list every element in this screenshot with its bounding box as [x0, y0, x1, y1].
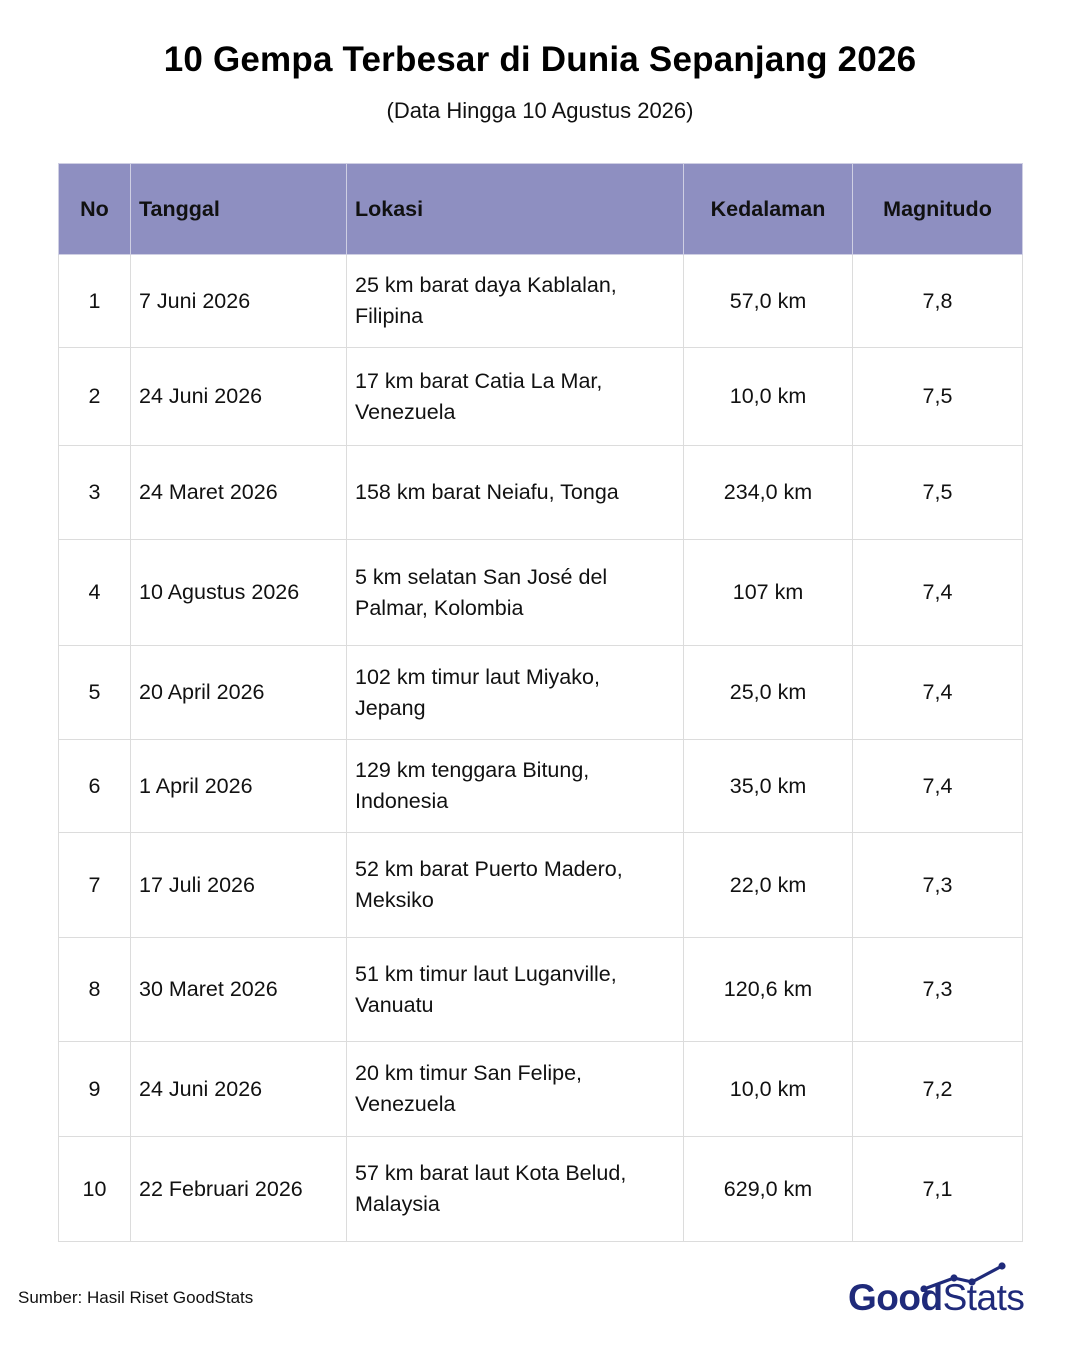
- cell-date: 17 Juli 2026: [131, 833, 347, 938]
- cell-depth: 22,0 km: [684, 833, 853, 938]
- cell-location: 57 km barat laut Kota Belud, Malaysia: [347, 1137, 684, 1242]
- cell-date: 24 Maret 2026: [131, 446, 347, 540]
- cell-magnitude: 7,4: [853, 540, 1023, 646]
- logo-text-good: Good: [848, 1277, 943, 1318]
- cell-location: 52 km barat Puerto Madero, Meksiko: [347, 833, 684, 938]
- cell-no: 3: [59, 446, 131, 540]
- cell-no: 6: [59, 740, 131, 833]
- cell-no: 8: [59, 938, 131, 1042]
- column-header-magnitudo: Magnitudo: [853, 164, 1023, 255]
- cell-magnitude: 7,4: [853, 740, 1023, 833]
- earthquake-table: [58, 163, 1023, 1242]
- logo-text-stats: Stats: [942, 1277, 1025, 1318]
- cell-location: 129 km tenggara Bitung, Indonesia: [347, 740, 684, 833]
- column-header-lokasi: Lokasi: [347, 164, 684, 255]
- column-header-kedalaman: Kedalaman: [684, 164, 853, 255]
- cell-magnitude: 7,2: [853, 1042, 1023, 1137]
- cell-depth: 35,0 km: [684, 740, 853, 833]
- cell-date: 20 April 2026: [131, 646, 347, 740]
- table-header-row: [59, 164, 1023, 255]
- cell-date: 1 April 2026: [131, 740, 347, 833]
- cell-no: 4: [59, 540, 131, 646]
- column-header-tanggal: Tanggal: [131, 164, 347, 255]
- cell-location: 158 km barat Neiafu, Tonga: [347, 446, 684, 540]
- cell-magnitude: 7,5: [853, 348, 1023, 446]
- cell-depth: 629,0 km: [684, 1137, 853, 1242]
- cell-location: 17 km barat Catia La Mar, Venezuela: [347, 348, 684, 446]
- cell-date: 10 Agustus 2026: [131, 540, 347, 646]
- cell-magnitude: 7,4: [853, 646, 1023, 740]
- page-title: 10 Gempa Terbesar di Dunia Sepanjang 2026: [163, 40, 917, 79]
- cell-no: 10: [59, 1137, 131, 1242]
- logo-wordmark: [848, 1276, 1024, 1320]
- cell-magnitude: 7,5: [853, 446, 1023, 540]
- cell-date: 22 Februari 2026: [131, 1137, 347, 1242]
- table-row: [59, 348, 1023, 446]
- table-row: [59, 938, 1023, 1042]
- table-row: [59, 255, 1023, 348]
- source-note: Sumber: Hasil Riset GoodStats: [18, 1288, 254, 1307]
- cell-depth: 10,0 km: [684, 1042, 853, 1137]
- table-row: [59, 540, 1023, 646]
- cell-location: 25 km barat daya Kablalan, Filipina: [347, 255, 684, 348]
- cell-magnitude: 7,3: [853, 938, 1023, 1042]
- column-header-no: No: [59, 164, 131, 255]
- cell-magnitude: 7,1: [853, 1137, 1023, 1242]
- table-row: [59, 740, 1023, 833]
- cell-depth: 107 km: [684, 540, 853, 646]
- cell-date: 24 Juni 2026: [131, 348, 347, 446]
- table-row: [59, 1137, 1023, 1242]
- cell-no: 9: [59, 1042, 131, 1137]
- cell-no: 7: [59, 833, 131, 938]
- cell-magnitude: 7,8: [853, 255, 1023, 348]
- cell-no: 5: [59, 646, 131, 740]
- cell-depth: 120,6 km: [684, 938, 853, 1042]
- cell-magnitude: 7,3: [853, 833, 1023, 938]
- cell-no: 2: [59, 348, 131, 446]
- table-row: [59, 646, 1023, 740]
- cell-date: 7 Juni 2026: [131, 255, 347, 348]
- cell-depth: 234,0 km: [684, 446, 853, 540]
- cell-location: 102 km timur laut Miyako, Jepang: [347, 646, 684, 740]
- goodstats-logo: [848, 1262, 1048, 1322]
- cell-location: 51 km timur laut Luganville, Vanuatu: [347, 938, 684, 1042]
- table-row: [59, 446, 1023, 540]
- cell-date: 30 Maret 2026: [131, 938, 347, 1042]
- table-row: [59, 833, 1023, 938]
- cell-location: 5 km selatan San José del Palmar, Kolombia: [347, 540, 684, 646]
- page-subtitle: (Data Hingga 10 Agustus 2026): [386, 98, 694, 123]
- cell-date: 24 Juni 2026: [131, 1042, 347, 1137]
- table-row: [59, 1042, 1023, 1137]
- cell-depth: 25,0 km: [684, 646, 853, 740]
- cell-no: 1: [59, 255, 131, 348]
- cell-depth: 57,0 km: [684, 255, 853, 348]
- cell-location: 20 km timur San Felipe, Venezuela: [347, 1042, 684, 1137]
- cell-depth: 10,0 km: [684, 348, 853, 446]
